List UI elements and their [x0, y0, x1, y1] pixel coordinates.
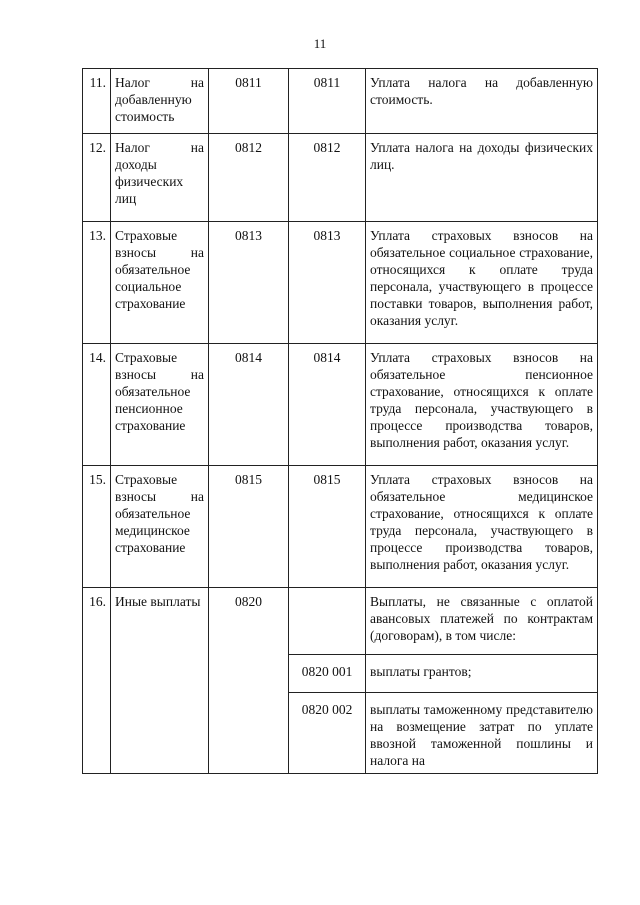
payment-description: Уплата страховых взносов на обязательное пенсионное страхование, относящихся к оплате труда персонала, участвующего в процессе производства товаров, выполнения работ, оказания услуг. [366, 344, 598, 466]
payment-subcode: 0820 001 [289, 655, 366, 693]
payment-name: Страховые взносы на обязательное социальное страхование [111, 222, 209, 344]
payment-subcode: 0811 [289, 69, 366, 134]
row-number: 12. [83, 134, 111, 222]
payment-description: выплаты грантов; [366, 655, 598, 693]
payment-description: Уплата налога на добавленную стоимость. [366, 69, 598, 134]
payment-code: 0814 [209, 344, 289, 466]
payment-code: 0811 [209, 69, 289, 134]
table-row [83, 69, 598, 134]
payment-subcode: 0812 [289, 134, 366, 222]
table-row [83, 588, 598, 655]
payment-code: 0812 [209, 134, 289, 222]
payment-description: Уплата страховых взносов на обязательное социальное страхование, относящихся к оплате труда персонала, участвующего в процессе поставки товаров, выполнения работ, оказания услуг. [366, 222, 598, 344]
payment-subcode: 0814 [289, 344, 366, 466]
payment-name: Иные выплаты [111, 588, 209, 774]
payment-subcode: 0815 [289, 466, 366, 588]
payment-name: Налог на добавленную стоимость [111, 69, 209, 134]
payment-subcode: 0820 002 [289, 693, 366, 774]
payment-code: 0815 [209, 466, 289, 588]
row-number: 14. [83, 344, 111, 466]
payment-name: Страховые взносы на обязательное пенсионное страхование [111, 344, 209, 466]
payment-subcode: 0813 [289, 222, 366, 344]
payment-name: Налог на доходы физических лиц [111, 134, 209, 222]
payment-description: Выплаты, не связанные с оплатой авансовых платежей по контрактам (договорам), в том числе: [366, 588, 598, 655]
page-number: 11 [313, 36, 327, 51]
payment-description: выплаты таможенному представителю на возмещение затрат по уплате ввозной таможенной пошлины и налога на [366, 693, 598, 774]
table-row [83, 134, 598, 222]
payment-subcode [289, 588, 366, 655]
row-number: 11. [83, 69, 111, 134]
payment-description: Уплата налога на доходы физических лиц. [366, 134, 598, 222]
payment-description: Уплата страховых взносов на обязательное медицинское страхование, относящихся к оплате труда персонала, участвующего в процессе производства товаров, выполнения работ, оказания услуг. [366, 466, 598, 588]
payment-code: 0820 [209, 588, 289, 774]
payment-code: 0813 [209, 222, 289, 344]
codes-table [82, 68, 598, 774]
row-number: 13. [83, 222, 111, 344]
table-row [83, 222, 598, 344]
payment-name: Страховые взносы на обязательное медицинское страхование [111, 466, 209, 588]
row-number: 15. [83, 466, 111, 588]
row-number: 16. [83, 588, 111, 774]
table-row [83, 466, 598, 588]
table-row [83, 344, 598, 466]
